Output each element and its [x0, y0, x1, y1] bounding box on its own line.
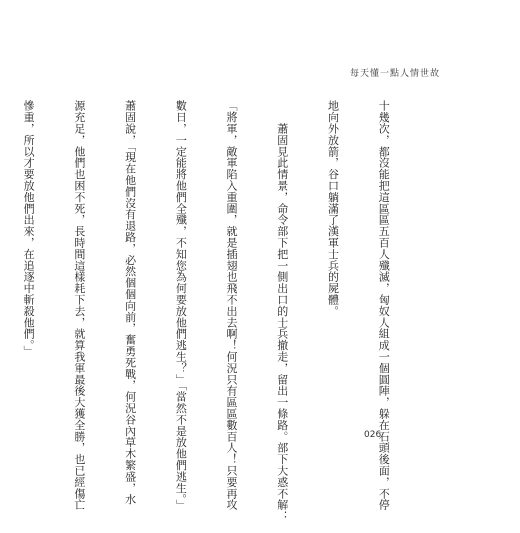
text-line: 蕭固見此情景，命令部下把一側出口的士兵撤走，留出一條路。部下大惑不解： [275, 100, 289, 522]
text-line: 蕭固說，「現在他們沒有退路，必然個個向前，奮勇死戰，何況谷內草木繁盛，水 [123, 100, 137, 505]
text-line: 「將軍，敵軍陷入重圍，就是插翅也飛不出去啊！何況只有區區數百人！只要再攻 [225, 100, 239, 511]
text-line: 數日，一定能將他們全殲，不知您為何要放他們逃生？」「當然不是放他們逃生。」 [174, 100, 188, 511]
text-line: 慘重，所以才要放他們出來，在追逐中斬殺他們。」 [22, 100, 36, 357]
text-line: 源充足，他們也困不死，長時間這樣耗下去，就算我軍最後大獲全勝，也已經傷亡 [72, 100, 86, 511]
text-line: 十幾次，都沒能把這區區五百人殲滅，匈奴人組成一個圓陣，躲在石頭後面，不停 [377, 100, 391, 511]
text-line: 地向外放箭，谷口躺滿了漢軍士兵的屍體。 [326, 100, 340, 317]
page-number: 026 [364, 430, 382, 440]
running-header: 每天懂一點人情世故 [350, 69, 441, 79]
